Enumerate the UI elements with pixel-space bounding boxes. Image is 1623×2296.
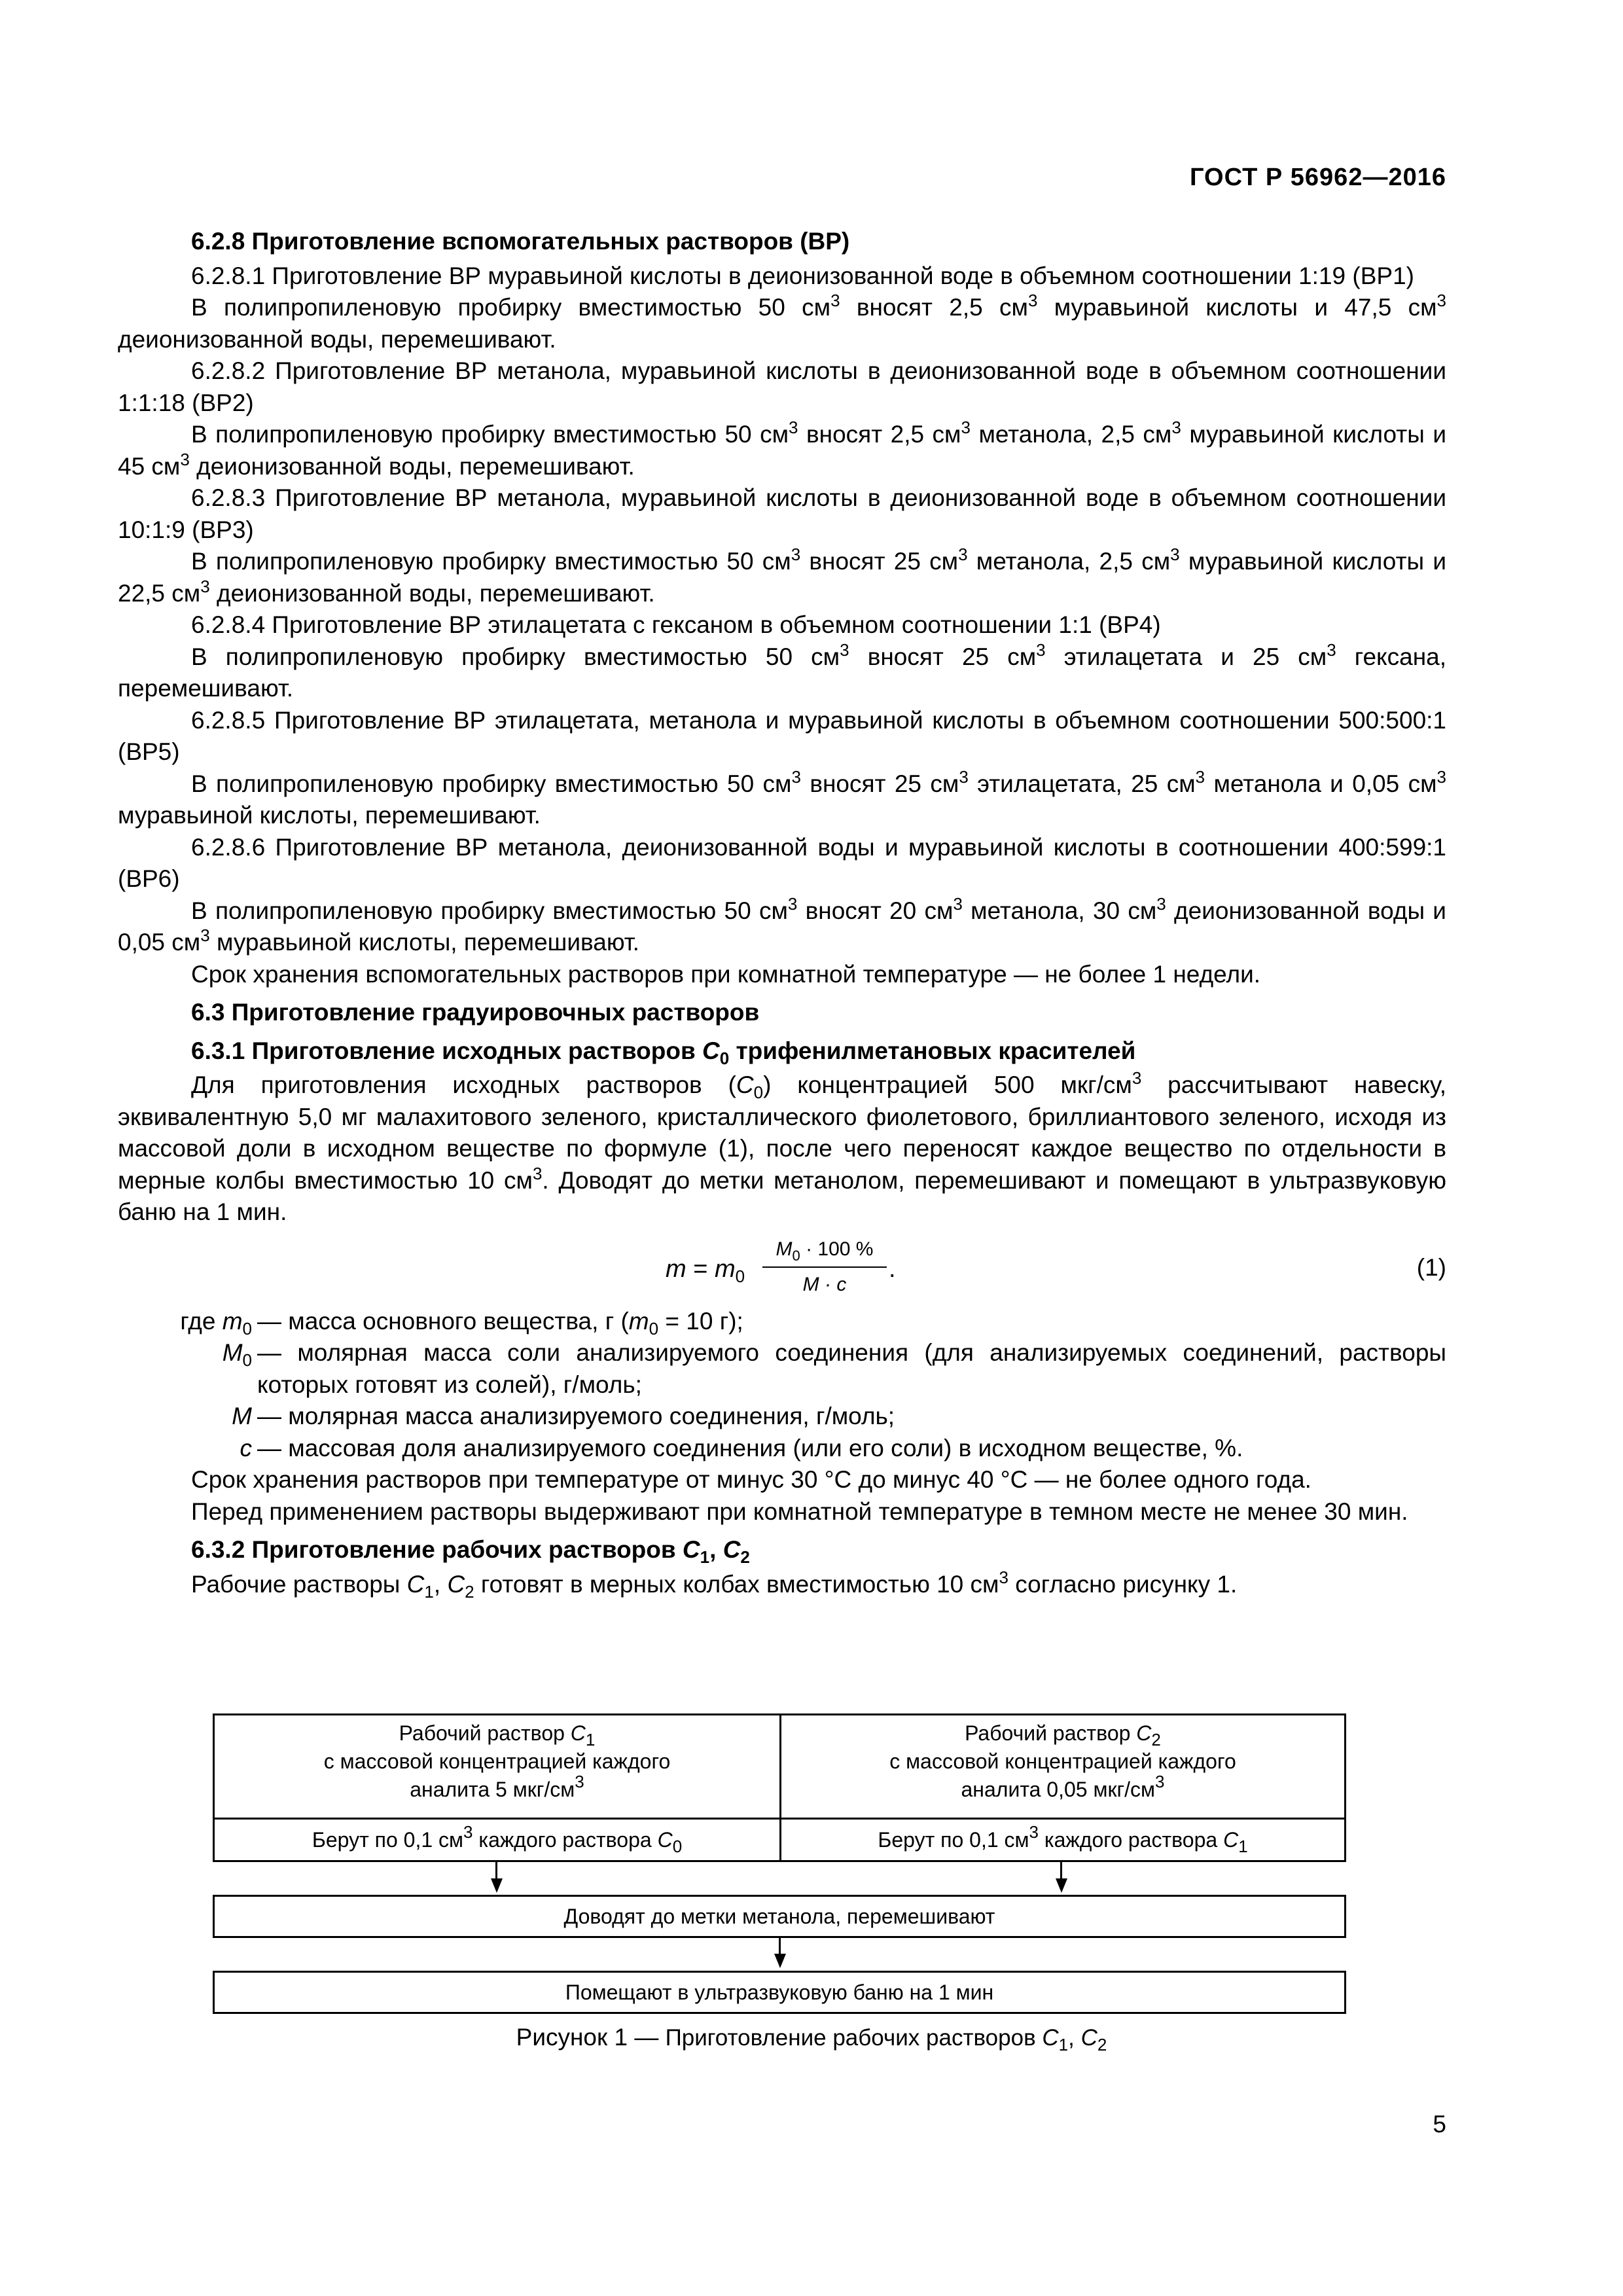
box-working-solution-c2: Рабочий раствор $C_2$ с массовой концентрацией каждого аналита 0,05 мкг/$см^3$ [779, 1713, 1346, 1820]
section-heading-628: 6.2.8 Приготовление вспомогательных растворов (ВР) [191, 228, 850, 255]
formula-period: . [889, 1255, 896, 1283]
formula-numerator: $M_0 \cdot 100$ % [762, 1234, 887, 1268]
section-heading-63: 6.3 Приготовление градуировочных растворов [191, 999, 760, 1026]
paragraph-storage-c0: Срок хранения растворов при температуре от минус 30 °С до минус 40 °С — не более одного года. [191, 1466, 1311, 1493]
formula-denominator: M · c [802, 1274, 847, 1295]
box-fill-methanol: Доводят до метки метанола, перемешивают [213, 1895, 1346, 1938]
paragraph-631-body: Для приготовления исходных растворов $(C_0)$ концентрацией 500 мкг/$см^3$ рассчитывают навеску, эквивалентную 5,0 мг малахитового зеленого, кристаллического фиолетового, бриллиантового зеленого, исходя из массовой доли в исходном веществе по формуле (1), после чего переносят каждое вещество по отдельности в мерные колбы вместимостью 10 $см^3$. Доводят до метки метанолом, перемешивают и помещают в ультразвуковую баню на 1 мин. [118, 1068, 1447, 1225]
paragraph-6285-title: 6.2.8.5 Приготовление ВР этилацетата, метанола и муравьиной кислоты в объемном соотношении 500:500:1 (ВР5) [118, 706, 1446, 765]
arrow-down-icon [1056, 1878, 1067, 1893]
arrow-shaft-center [779, 1938, 781, 1956]
page-number: 5 [1433, 2111, 1446, 2138]
arrow-shaft-left [495, 1862, 497, 1882]
paragraph-6285-body: В полипропиленовую пробирку вместимостью 50 $см^3$ вносят 25 $см^3$ этилацетата, 25 $см^3$ метанола и 0,05 $см^3$ муравьиной кислоты, перемешивают. [118, 766, 1446, 829]
formula-number: (1) [1416, 1253, 1446, 1281]
section-heading-631: 6.3.1 Приготовление исходных растворов $C_0$ трифенилметановых красителей [191, 1037, 1136, 1068]
paragraph-storage-bp: Срок хранения вспомогательных растворов при комнатной температуре — не более 1 недели. [191, 960, 1261, 988]
legend-item-M: M — молярная масса анализируемого соединения, г/моль; [232, 1403, 895, 1429]
paragraph-6284-body: В полипропиленовую пробирку вместимостью 50 $см^3$ вносят 25 $см^3$ этилацетата и 25 $см^3$ гексана, перемешивают. [118, 639, 1446, 702]
formula-legend [118, 1306, 1446, 1465]
arrow-down-icon [774, 1954, 786, 1968]
paragraph-6281-body: В полипропиленовую пробирку вместимостью 50 $см^3$ вносят 2,5 $см^3$ муравьиной кислоты и 47,5 $см^3$ деионизованной воды, перемешивают. [118, 291, 1446, 353]
paragraph-6286-body: В полипропиленовую пробирку вместимостью 50 $см^3$ вносят 20 $см^3$ метанола, 30 $см^3$ деионизованной воды и 0,05 $см^3$ муравьиной кислоты, перемешивают. [118, 893, 1446, 956]
paragraph-6283-body: В полипропиленовую пробирку вместимостью 50 $см^3$ вносят 25 $см^3$ метанола, 2,5 $см^3$ муравьиной кислоты и 22,5 $см^3$ деионизованной воды, перемешивают. [118, 545, 1446, 607]
legend-item-m0: где $m_0$ — масса основного вещества, г ($m_0 = 10$ г); [180, 1307, 743, 1338]
document-body [118, 226, 1446, 1600]
legend-item-M0: $M_0$ — молярная масса соли анализируемого соединения (для анализируемых соединений, растворы которых готовят из солей), г/моль; [222, 1339, 1446, 1398]
box-take-c0: Берут по 0,1 $см^3$ каждого раствора $C_0$ [213, 1818, 781, 1862]
paragraph-6284-title: 6.2.8.4 Приготовление ВР этилацетата с гексаном в объемном соотношении 1:1 (ВР4) [191, 611, 1161, 638]
paragraph-6282-body: В полипропиленовую пробирку вместимостью 50 $см^3$ вносят 2,5 $см^3$ метанола, 2,5 $см^3$ муравьиной кислоты и 45 $см^3$ деионизованной воды, перемешивают. [118, 418, 1446, 480]
paragraph-6282-title: 6.2.8.2 Приготовление ВР метанола, муравьиной кислоты в деионизованной воде в объемном соотношении 1:1:18 (ВР2) [118, 357, 1446, 416]
paragraph-632-body: Рабочие растворы $C_1$, $C_2$ готовят в мерных колбах вместимостью 10 $см^3$ согласно рисунку 1. [191, 1567, 1238, 1602]
document-id: ГОСТ Р 56962—2016 [1190, 164, 1446, 191]
figure-caption: Рисунок 1 — Приготовление рабочих растворов $C_1$, $C_2$ [516, 2024, 1107, 2054]
paragraph-6281-title: 6.2.8.1 Приготовление ВР муравьиной кислоты в деионизованной воде в объемном соотношении 1:19 (ВР1) [191, 262, 1414, 289]
section-heading-632: 6.3.2 Приготовление рабочих растворов $C_1$, $C_2$ [191, 1536, 750, 1567]
paragraph-6286-title: 6.2.8.6 Приготовление ВР метанола, деионизованной воды и муравьиной кислоты в соотношении 400:599:1 (ВР6) [118, 833, 1446, 892]
box-ultrasound: Помещают в ультразвуковую баню на 1 мин [213, 1971, 1346, 2014]
arrow-down-icon [491, 1878, 503, 1893]
paragraph-before-use: Перед применением растворы выдерживают при комнатной температуре в темном месте не менее 30 мин. [191, 1498, 1408, 1525]
formula-1 [118, 1234, 1446, 1302]
formula-lhs: $m = m_0$ [666, 1255, 745, 1286]
arrow-shaft-right [1060, 1862, 1062, 1882]
legend-item-c: c — массовая доля анализируемого соединения (или его соли) в исходном веществе, %. [240, 1434, 1243, 1462]
paragraph-6283-title: 6.2.8.3 Приготовление ВР метанола, муравьиной кислоты в деионизованной воде в объемном соотношении 10:1:9 (ВР3) [118, 484, 1446, 543]
box-working-solution-c1: Рабочий раствор $C_1$ с массовой концентрацией каждого аналита 5 мкг/$см^3$ [213, 1713, 781, 1820]
formula-fraction [762, 1234, 887, 1301]
box-take-c1: Берут по 0,1 $см^3$ каждого раствора $C_1$ [779, 1818, 1346, 1862]
